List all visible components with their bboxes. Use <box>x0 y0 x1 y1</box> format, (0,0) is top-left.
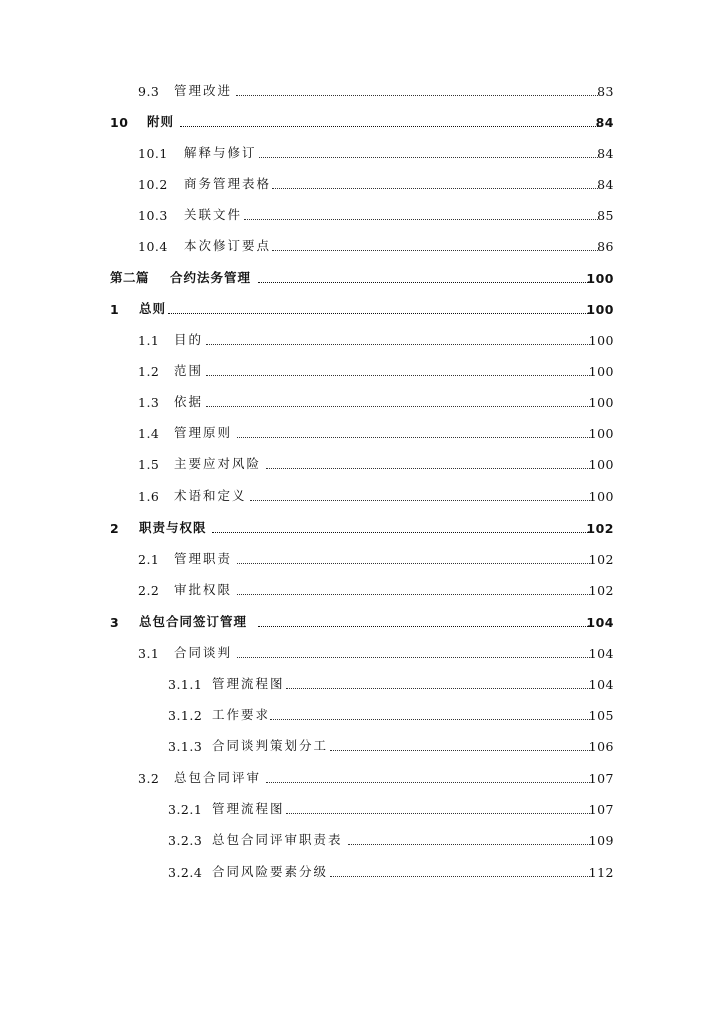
toc-entry-page: 102 <box>588 552 614 567</box>
toc-entry-page: 100 <box>588 333 614 348</box>
toc-entry-page: 83 <box>597 84 614 99</box>
toc-leader-dots <box>206 344 590 345</box>
toc-entry-number: 3.2.1 <box>168 802 203 817</box>
toc-entry-title: 解释与修订 <box>184 145 257 160</box>
toc-entry-number: 3 <box>110 615 120 630</box>
toc-leader-dots <box>250 500 590 501</box>
toc-entry-number: 10.2 <box>138 177 168 192</box>
toc-entry[interactable] <box>0 203 724 225</box>
toc-leader-dots <box>286 813 590 814</box>
toc-entry[interactable] <box>0 172 724 194</box>
toc-entry-number: 10.4 <box>138 239 168 254</box>
toc-entry[interactable] <box>0 110 724 132</box>
toc-entry-title: 范围 <box>174 363 204 378</box>
toc-entry-page: 84 <box>597 177 614 192</box>
toc-entry[interactable] <box>0 234 724 256</box>
toc-entry-title: 总包合同评审职责表 <box>212 832 343 847</box>
toc-entry-number: 1.4 <box>138 426 160 441</box>
toc-entry-title: 合同谈判 <box>174 645 233 660</box>
toc-entry-title: 总包合同评审 <box>174 770 262 785</box>
toc-entry-title: 术语和定义 <box>174 488 247 503</box>
toc-entry-title: 管理流程图 <box>212 676 285 691</box>
toc-entry[interactable] <box>0 703 724 725</box>
toc-entry-title: 总则 <box>139 301 167 316</box>
toc-leader-dots <box>258 282 590 283</box>
toc-entry[interactable] <box>0 766 724 788</box>
toc-entry-page: 104 <box>588 646 614 661</box>
toc-entry[interactable] <box>0 672 724 694</box>
toc-entry-page: 102 <box>588 583 614 598</box>
toc-leader-dots <box>272 188 598 189</box>
toc-entry[interactable] <box>0 297 724 319</box>
toc-leader-dots <box>259 157 598 158</box>
toc-leader-dots <box>206 406 590 407</box>
toc-entry-title: 依据 <box>174 394 204 409</box>
toc-entry[interactable] <box>0 610 724 632</box>
toc-entry[interactable] <box>0 797 724 819</box>
toc-entry-page: 85 <box>597 208 614 223</box>
toc-entry-title: 合同风险要素分级 <box>212 864 329 879</box>
toc-entry-number: 3.2.4 <box>168 865 203 880</box>
toc-entry-number: 10.1 <box>138 146 168 161</box>
toc-entry[interactable] <box>0 452 724 474</box>
toc-leader-dots <box>237 594 590 595</box>
toc-entry-title: 工作要求 <box>212 707 271 722</box>
toc-entry-number: 2.1 <box>138 552 160 567</box>
toc-leader-dots <box>168 313 590 314</box>
toc-leader-dots <box>236 95 598 96</box>
toc-leader-dots <box>258 626 590 627</box>
toc-leader-dots <box>212 532 590 533</box>
toc-entry-page: 107 <box>588 802 614 817</box>
toc-entry-title: 审批权限 <box>174 582 233 597</box>
toc-entry-page: 84 <box>595 115 614 130</box>
toc-entry-number: 第二篇 <box>110 270 150 285</box>
toc-entry-page: 86 <box>597 239 614 254</box>
toc-entry[interactable] <box>0 421 724 443</box>
toc-entry-page: 104 <box>588 677 614 692</box>
toc-entry-number: 2 <box>110 521 120 536</box>
toc-entry[interactable] <box>0 516 724 538</box>
toc-entry-number: 3.1.1 <box>168 677 203 692</box>
toc-entry[interactable] <box>0 328 724 350</box>
toc-entry-number: 1.6 <box>138 489 160 504</box>
toc-entry-title: 合同谈判策划分工 <box>212 738 329 753</box>
toc-leader-dots <box>286 688 590 689</box>
toc-entry-number: 1 <box>110 302 120 317</box>
toc-leader-dots <box>330 750 590 751</box>
toc-entry-number: 3.2.3 <box>168 833 203 848</box>
toc-entry-number: 1.5 <box>138 457 160 472</box>
toc-leader-dots <box>272 250 598 251</box>
toc-entry-number: 1.2 <box>138 364 160 379</box>
toc-leader-dots <box>270 719 590 720</box>
toc-entry-page: 100 <box>588 395 614 410</box>
toc-entry-page: 106 <box>588 739 614 754</box>
toc-entry[interactable] <box>0 141 724 163</box>
toc-entry-title: 本次修订要点 <box>184 238 272 253</box>
toc-entry[interactable] <box>0 79 724 101</box>
toc-entry[interactable] <box>0 578 724 600</box>
toc-entry-number: 3.1 <box>138 646 160 661</box>
toc-leader-dots <box>266 782 590 783</box>
toc-entry[interactable] <box>0 828 724 850</box>
toc-entry[interactable] <box>0 484 724 506</box>
toc-leader-dots <box>206 375 590 376</box>
toc-leader-dots <box>244 219 598 220</box>
toc-entry-page: 112 <box>588 865 614 880</box>
toc-leader-dots <box>237 657 590 658</box>
toc-entry-title: 管理流程图 <box>212 801 285 816</box>
toc-entry-page: 100 <box>588 489 614 504</box>
toc-entry-page: 84 <box>597 146 614 161</box>
toc-entry-page: 100 <box>588 457 614 472</box>
toc-entry[interactable] <box>0 734 724 756</box>
toc-entry[interactable] <box>0 860 724 882</box>
toc-entry-number: 10 <box>110 115 129 130</box>
toc-entry-title: 目的 <box>174 332 204 347</box>
toc-entry-title: 管理改进 <box>174 83 233 98</box>
toc-leader-dots <box>266 468 590 469</box>
toc-entry-page: 100 <box>588 364 614 379</box>
toc-leader-dots <box>348 844 590 845</box>
toc-entry-page: 100 <box>586 271 614 286</box>
toc-entry-page: 102 <box>586 521 614 536</box>
toc-entry[interactable] <box>0 359 724 381</box>
toc-entry-title: 合约法务管理 <box>170 270 252 285</box>
toc-entry-title: 关联文件 <box>184 207 243 222</box>
toc-entry-page: 100 <box>586 302 614 317</box>
toc-entry-title: 总包合同签订管理 <box>139 614 248 629</box>
toc-leader-dots <box>180 126 598 127</box>
toc-entry[interactable] <box>0 547 724 569</box>
toc-entry-page: 107 <box>588 771 614 786</box>
toc-entry-number: 2.2 <box>138 583 160 598</box>
toc-entry-number: 1.1 <box>138 333 160 348</box>
toc-entry-title: 职责与权限 <box>139 520 207 535</box>
toc-leader-dots <box>330 876 590 877</box>
toc-leader-dots <box>237 437 590 438</box>
toc-entry-title: 商务管理表格 <box>184 176 272 191</box>
toc-entry-title: 主要应对风险 <box>174 456 262 471</box>
toc-entry-number: 3.1.3 <box>168 739 203 754</box>
toc-entry[interactable] <box>0 266 724 288</box>
toc-entry-number: 3.2 <box>138 771 160 786</box>
toc-entry-page: 104 <box>586 615 614 630</box>
toc-leader-dots <box>237 563 590 564</box>
toc-entry[interactable] <box>0 641 724 663</box>
toc-entry-page: 100 <box>588 426 614 441</box>
toc-entry-number: 1.3 <box>138 395 160 410</box>
toc-entry-number: 3.1.2 <box>168 708 203 723</box>
toc-entry-title: 附则 <box>147 114 175 129</box>
toc-entry-title: 管理职责 <box>174 551 233 566</box>
toc-entry-page: 105 <box>588 708 614 723</box>
toc-entry[interactable] <box>0 390 724 412</box>
toc-entry-page: 109 <box>588 833 614 848</box>
toc-entry-number: 9.3 <box>138 84 160 99</box>
toc-entry-number: 10.3 <box>138 208 168 223</box>
toc-entry-title: 管理原则 <box>174 425 233 440</box>
